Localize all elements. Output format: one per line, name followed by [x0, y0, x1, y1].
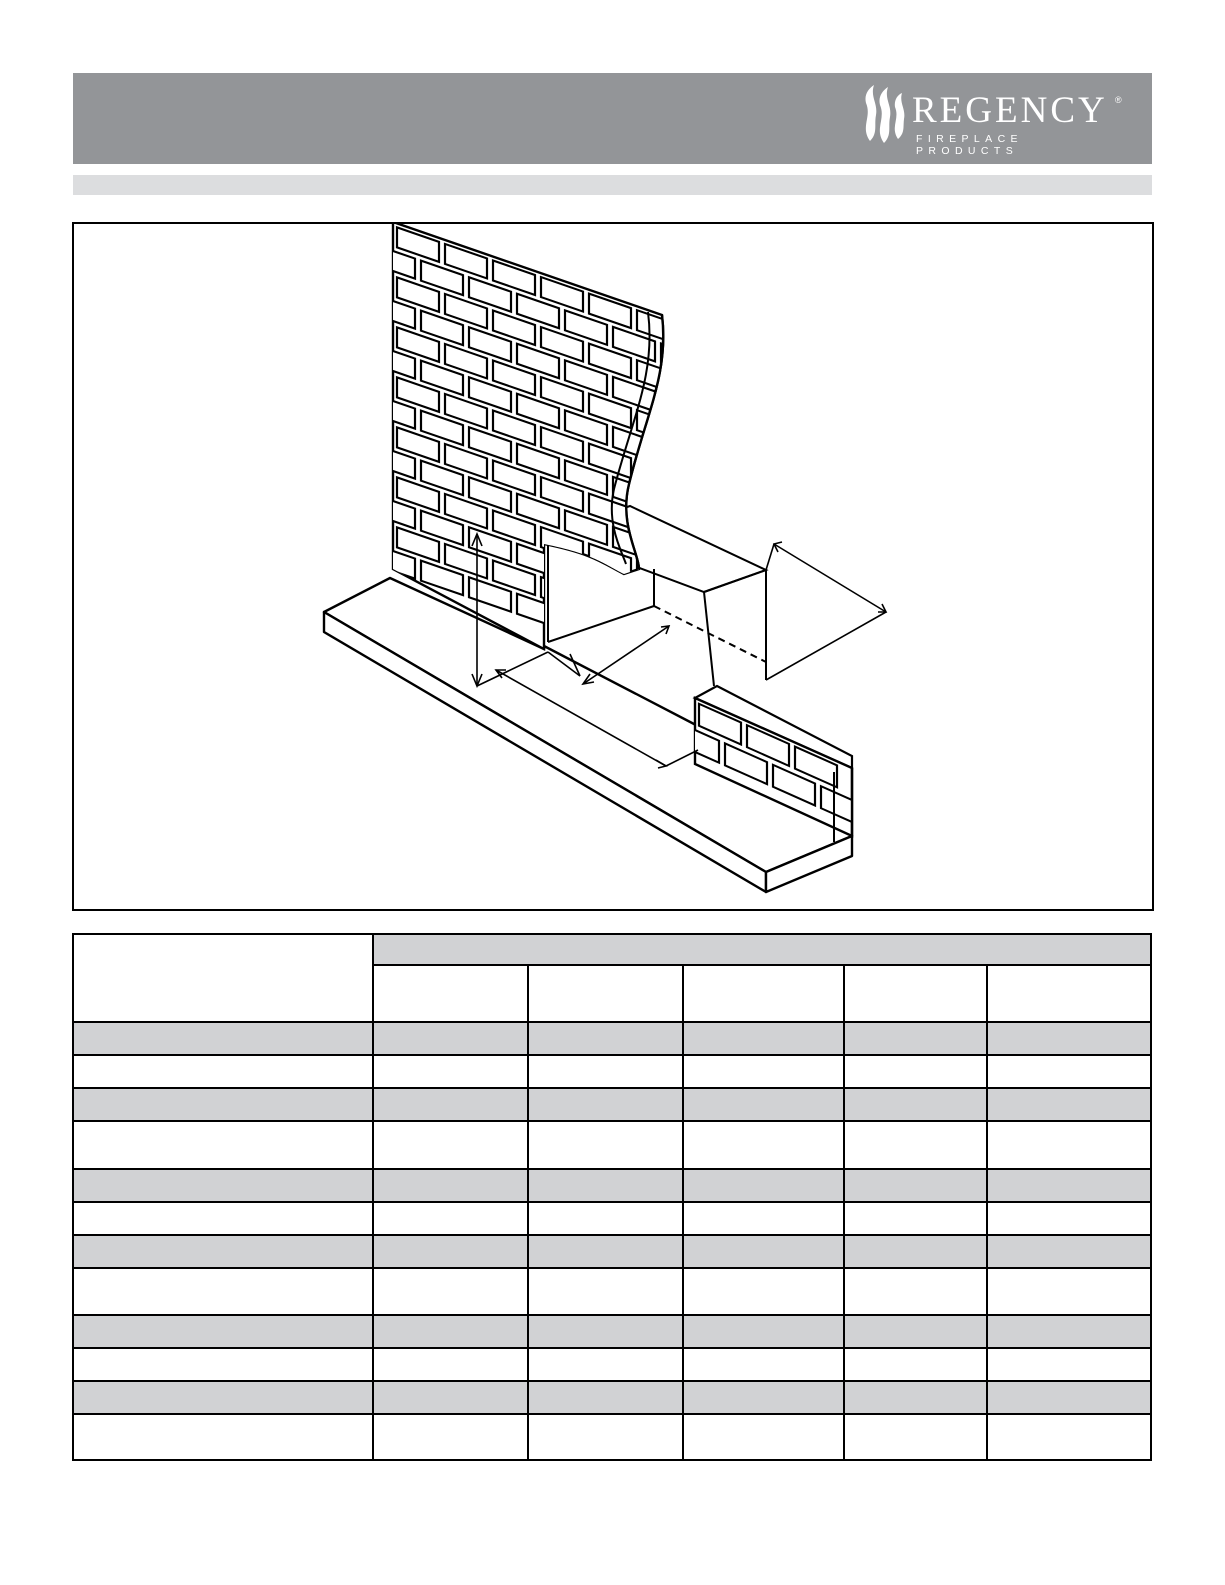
brand-name: REGENCY [912, 90, 1108, 131]
table-shaded-rows [72, 1022, 1152, 1414]
regency-logo [858, 79, 1128, 159]
section-title-bar [73, 175, 1152, 195]
table-row [72, 1381, 1152, 1414]
diagram-canvas [74, 224, 1152, 909]
spec-table-grid [72, 933, 1153, 1461]
fireplace-opening-diagram [72, 222, 1154, 911]
table-row [72, 1022, 1152, 1055]
spec-table [72, 933, 1153, 1461]
table-row [72, 1315, 1152, 1348]
table-row [72, 1088, 1152, 1121]
table-row [72, 1169, 1152, 1202]
table-header-group [373, 933, 1151, 965]
brand-tagline: FIREPLACE PRODUCTS [916, 133, 1023, 157]
header-band [73, 73, 1152, 164]
table-row [72, 1235, 1152, 1268]
trademark-mark: ® [1115, 95, 1122, 105]
flame-logo-icon [858, 83, 910, 145]
